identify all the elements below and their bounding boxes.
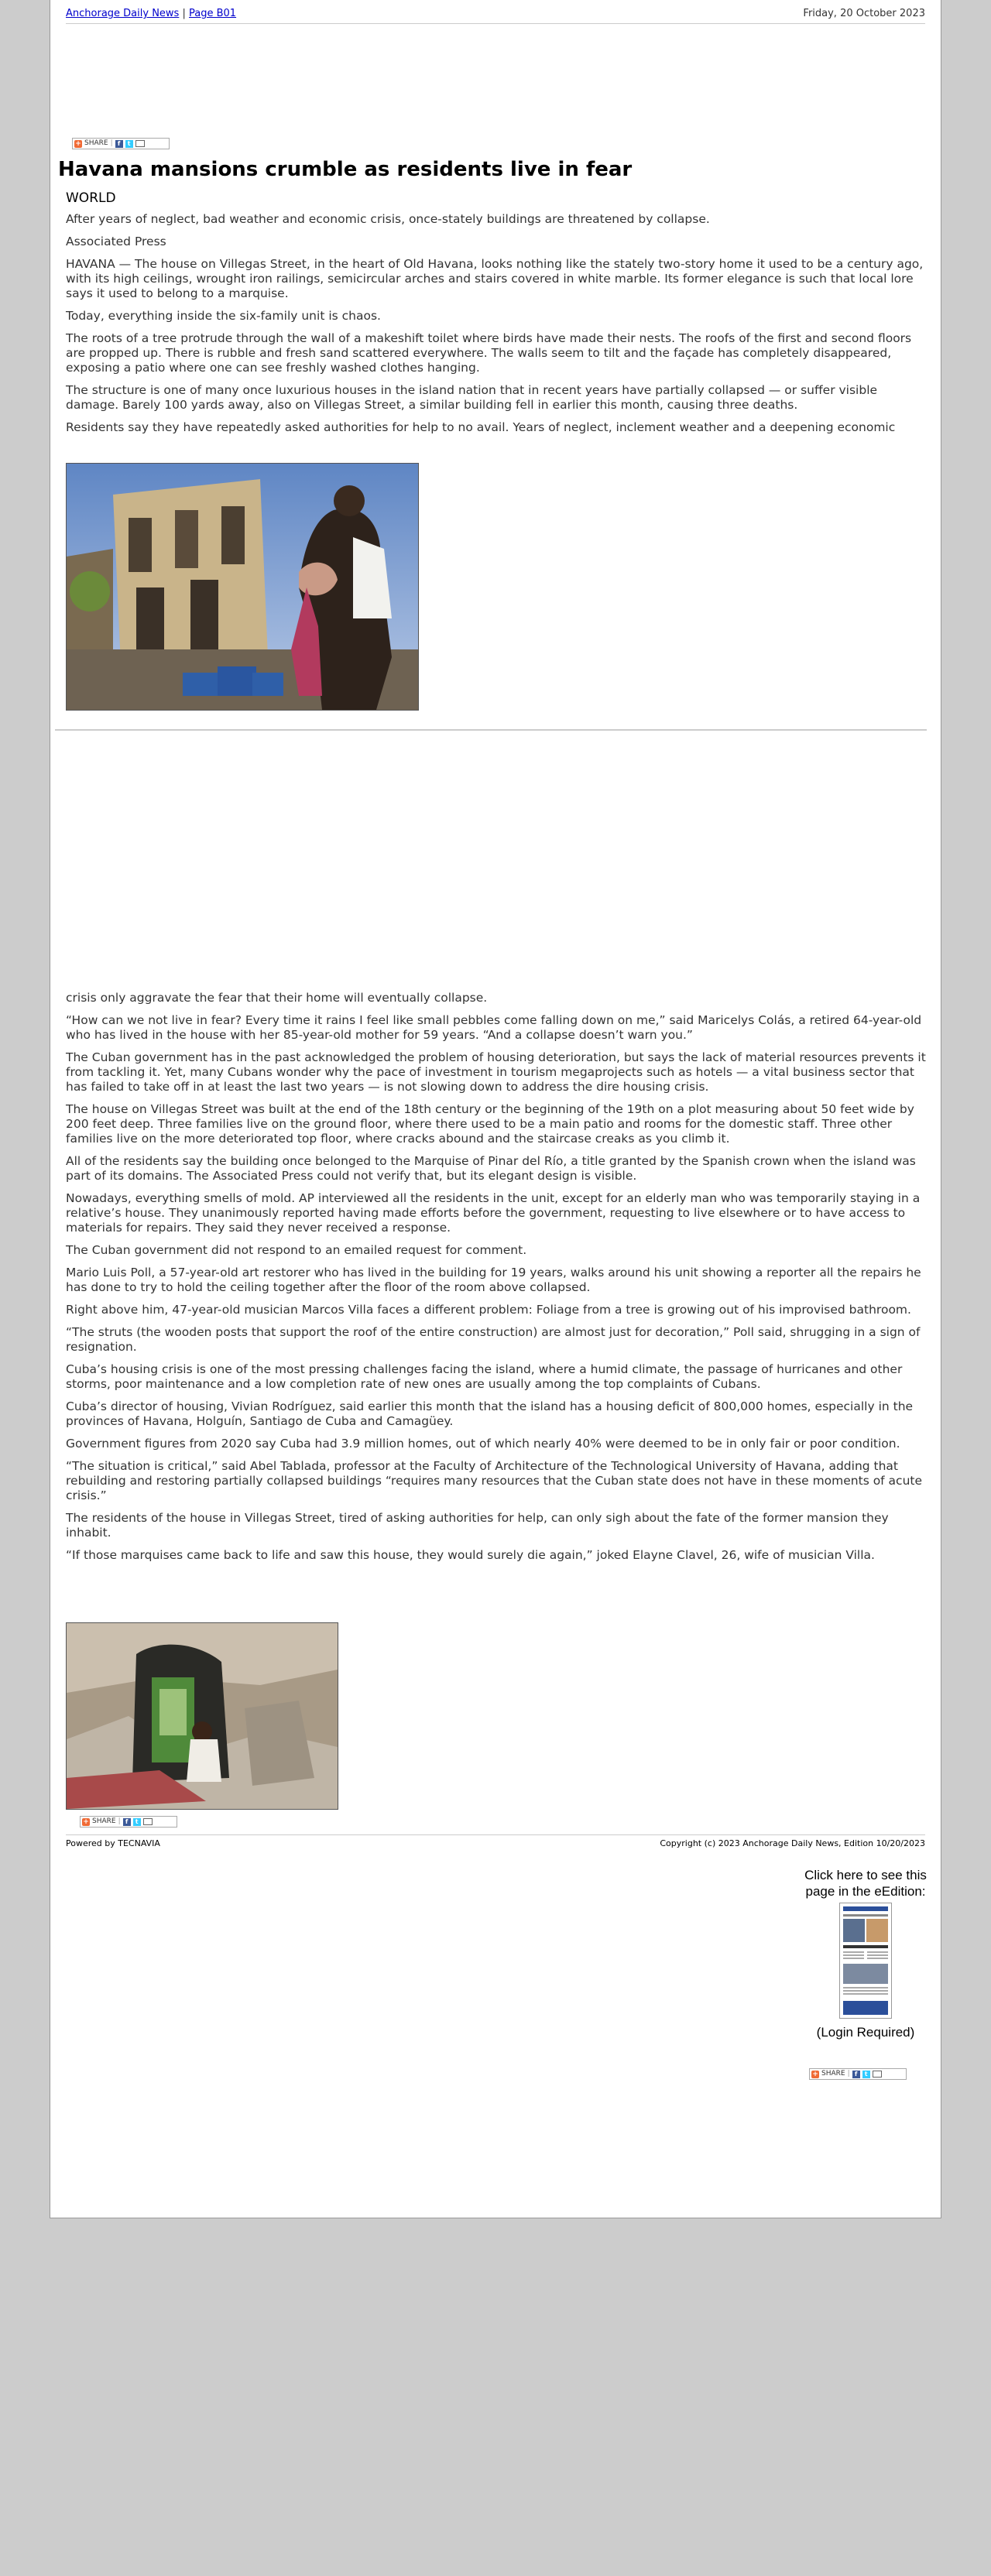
article-title: Havana mansions crumble as residents live in fear	[58, 158, 633, 181]
powered-by: Powered by TECNAVIA	[66, 1838, 160, 1848]
paragraph: Mario Luis Poll, a 57-year-old art restorer who has lived in the building for 19 years, walks around his unit showing a reporter all the repairs he has done to try to hold the ceiling together after the floor of the room above collapsed.	[66, 1266, 921, 1294]
paragraph: HAVANA — The house on Villegas Street, in the heart of Old Havana, looks nothing like the stately two-story home it used to be a century ago, with its high ceilings, wrought iron railings, semicircular arches and stairs covered in white marble. Its former elegance is such that local lore says it used to belong to a marquise.	[66, 257, 924, 300]
facebook-icon: f	[852, 2071, 860, 2078]
share-divider-icon: |	[110, 139, 113, 147]
addthis-plus-icon: +	[75, 139, 81, 148]
paragraph: Residents say they have repeatedly asked authorities for help to no avail. Years of neglect, inclement weather and a deepening economic	[66, 420, 896, 434]
paragraph: The Cuban government has in the past acknowledged the problem of housing deterioration, but says the lack of material resources prevents it from tackling it. Yet, many Cubans wonder why the pace of investment in tourism megaprojects such as hotels — a vital business sector that has failed to take off in at least the last two years — is not slowing down to address the dire housing crisis.	[66, 1050, 926, 1094]
paper-link[interactable]: Anchorage Daily News	[66, 8, 180, 19]
paragraph: All of the residents say the building once belonged to the Marquise of Pinar del Río, a title granted by the Spanish crown when the island was part of its domains. The Associated Press could not verify that, but its elegant design is visible.	[66, 1154, 916, 1183]
share-button-top[interactable]	[72, 138, 170, 149]
paragraph: Right above him, 47-year-old musician Marcos Villa faces a different problem: Foliage from a tree is growing out of his improvised bathroom.	[66, 1303, 911, 1317]
paragraph: The structure is one of many once luxurious houses in the island nation that in recent years have partially collapsed — or suffer visible damage. Barely 100 yards away, also on Villegas Street, a similar building fell in earlier this month, causing three deaths.	[66, 383, 878, 412]
article-subhead: After years of neglect, bad weather and economic crisis, once-stately buildings are threatened by collapse.	[66, 212, 710, 226]
section-label: WORLD	[66, 190, 116, 206]
email-icon	[873, 2071, 882, 2078]
paragraph: “The struts (the wooden posts that support the roof of the entire construction) are almost just for decoration,” Poll said, shrugging in a sign of resignation.	[66, 1325, 921, 1354]
paragraph: The house on Villegas Street was built at the end of the 18th century or the beginning of the 19th on a plot measuring about 50 feet wide by 200 feet deep. Three families live on the ground floor, where there used to be a main patio and rooms for the domestic staff. Three other families live on the more deteriorated top floor, where cracks abound and the staircase creaks as you climb it.	[66, 1102, 914, 1146]
page-link[interactable]: Page B01	[189, 8, 237, 19]
share-label: SHARE	[84, 139, 108, 147]
copyright: Copyright (c) 2023 Anchorage Daily News, Edition 10/20/2023	[660, 1838, 925, 1848]
paragraph: “The situation is critical,” said Abel Tablada, professor at the Faculty of Architecture of the Technological University of Havana, adding that rebuilding and restoring partially collapsed buildings “requires many resources that the Cuban state does not have in these moments of acute crisis.”	[66, 1459, 923, 1502]
eedition-thumbnail[interactable]	[839, 1903, 892, 2019]
article-byline: Associated Press	[66, 235, 166, 248]
email-icon	[135, 140, 145, 147]
twitter-icon: t	[862, 2071, 870, 2078]
share-button-sidebar[interactable]	[809, 2068, 907, 2080]
paragraph: “How can we not live in fear? Every time it rains I feel like small pebbles come falling down on me,” said Maricelys Colás, a retired 64-year-old who has lived in the house with her 85-year-old mother for 59 years. “And a collapse doesn’t warn you.”	[66, 1013, 922, 1042]
addthis-plus-icon: +	[812, 2070, 818, 2078]
top-bar	[66, 8, 925, 24]
eedition-promo[interactable]	[800, 1867, 931, 2040]
paragraph: Today, everything inside the six-family unit is chaos.	[66, 309, 381, 323]
share-divider-icon: |	[847, 2070, 850, 2078]
eedition-cta[interactable]: Click here to see this page in the eEdition:	[804, 1868, 927, 1899]
newspaper-thumbnail-icon	[840, 1903, 891, 2018]
twitter-icon: t	[125, 140, 133, 148]
issue-date: Friday, 20 October 2023	[803, 8, 925, 19]
facebook-icon: f	[115, 140, 123, 148]
paragraph: Nowadays, everything smells of mold. AP interviewed all the residents in the unit, except for an elderly man who was temporarily staying in a relative’s house. They unanimously reported having made efforts before the government, requesting to live elsewhere or to have access to materials for repairs. They said they never received a response.	[66, 1191, 921, 1235]
facebook-icon: f	[123, 1818, 131, 1826]
photo-2-illustration	[67, 1623, 338, 1809]
paragraph: crisis only aggravate the fear that their home will eventually collapse.	[66, 991, 488, 1005]
share-button-bottom[interactable]	[80, 1816, 177, 1828]
share-divider-icon: |	[118, 1817, 121, 1825]
page-container	[50, 0, 941, 2218]
paragraph: The residents of the house in Villegas Street, tired of asking authorities for help, can only sigh about the fate of the former mansion they inhabit.	[66, 1511, 889, 1540]
article-photo-2	[66, 1622, 338, 1810]
page-divider	[55, 729, 927, 731]
paragraph: The roots of a tree protrude through the wall of a makeshift toilet where birds have made their nests. The roofs of the first and second floors are propped up. There is rubble and fresh sand scattered everywhere. The walls seem to tilt and the façade has completely disappeared, exposing a patio where one can see freshly washed clothes hanging.	[66, 331, 912, 375]
article-body-continued	[66, 991, 928, 1571]
login-required: (Login Required)	[816, 2025, 915, 2040]
article-body-top	[66, 212, 928, 443]
twitter-icon: t	[133, 1818, 141, 1826]
paragraph: “If those marquises came back to life and saw this house, they would surely die again,” joked Elayne Clavel, 26, wife of musician Villa.	[66, 1548, 875, 1562]
photo-1-illustration	[67, 464, 418, 710]
page-footer	[66, 1834, 925, 1848]
header-separator: |	[182, 8, 186, 19]
paragraph: The Cuban government did not respond to an emailed request for comment.	[66, 1243, 527, 1257]
addthis-plus-icon: +	[83, 1817, 89, 1826]
share-label: SHARE	[821, 2070, 845, 2078]
share-label: SHARE	[92, 1817, 116, 1825]
email-icon	[143, 1818, 153, 1825]
paragraph: Government figures from 2020 say Cuba had 3.9 million homes, out of which nearly 40% were deemed to be in only fair or poor condition.	[66, 1437, 900, 1451]
article-photo-1	[66, 463, 419, 711]
paragraph: Cuba’s director of housing, Vivian Rodríguez, said earlier this month that the island has a housing deficit of 800,000 homes, especially in the provinces of Havana, Holguín, Santiago de Cuba and Camagüey.	[66, 1399, 914, 1428]
paragraph: Cuba’s housing crisis is one of the most pressing challenges facing the island, where a humid climate, the passage of hurricanes and other storms, poor maintenance and a low completion rate of new ones are usually among the top complaints of Cubans.	[66, 1362, 903, 1391]
